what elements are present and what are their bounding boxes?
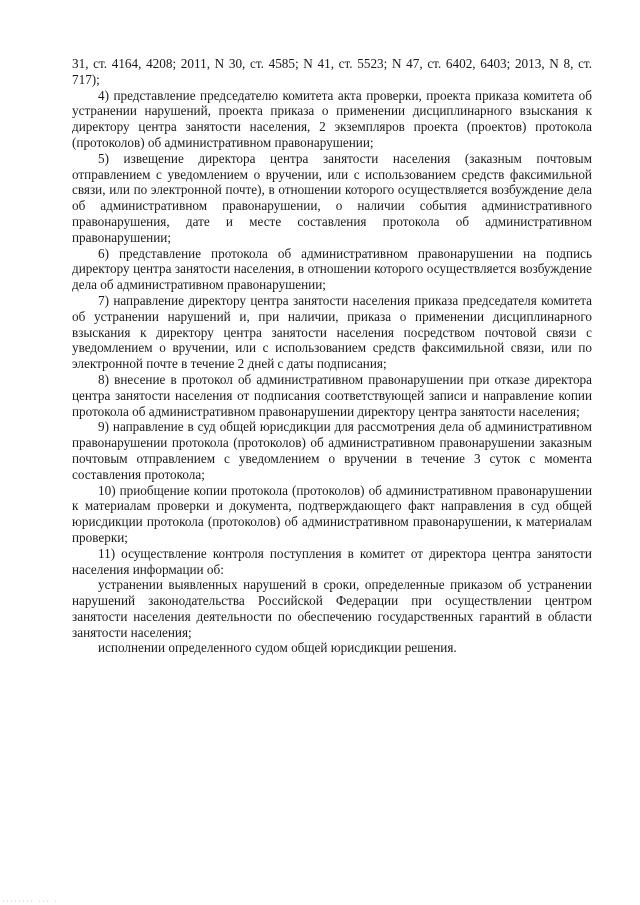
- paragraph-continuation: 31, ст. 4164, 4208; 2011, N 30, ст. 4585; N 41, ст. 5523; N 47, ст. 6402, 6403; 2013, N 8, ст. 717);: [72, 56, 592, 87]
- paragraph-item-6: 6) представление протокола об административном правонарушении на подпись директору центра занятости населения, в отношении которого осуществляется возбуждение дела об административном правонарушении;: [72, 245, 592, 293]
- paragraph-subitem-execution: исполнении определенного судом общей юрисдикции решения.: [98, 640, 457, 656]
- paragraph-item-11: 11) осуществление контроля поступления в комитет от директора центра занятости населения информации об:: [72, 545, 592, 577]
- paragraph-item-8: 8) внесение в протокол об административном правонарушении при отказе директора центра занятости населения от подписания соответствующей записи и направление копии протокола об административном правонарушении директору центра занятости населения;: [72, 371, 592, 419]
- paragraph-item-10: 10) приобщение копии протокола (протоколов) об административном правонарушении к материалам проверки и документа, подтверждающего факт направления в суд общей юрисдикции протокола (протоколов) об административном правонарушении, к материалам проверки;: [72, 482, 592, 545]
- paragraph-subitem-elimination: устранении выявленных нарушений в сроки, определенные приказом об устранении нарушений законодательства Российской Федерации при осуществлении центром занятости населения деятельности по обеспечению государственных гарантий в области занятости населения;: [72, 577, 592, 640]
- paragraph-item-4: 4) представление председателю комитета акта проверки, проекта приказа комитета об устранении нарушений, проекта приказа о применении дисциплинарного взыскания к директору центра занятости населения, 2 экземпляров проекта (проектов) протокола (протоколов) об административном правонарушении;: [72, 87, 592, 150]
- scan-artifact-mark: ········ ··· ·: [2, 899, 59, 905]
- paragraph-item-9: 9) направление в суд общей юрисдикции для рассмотрения дела об административном правонарушении протокола (протоколов) об административном правонарушении заказным почтовым отправлением с уведомлением о вручении в течение 3 суток с момента составления протокола;: [72, 419, 592, 482]
- paragraph-item-5: 5) извещение директора центра занятости населения (заказным почтовым отправлением с уведомлением о вручении, или с использованием средств факсимильной связи, или по электронной почте), в отношении которого осуществляется возбуждение дела об административном правонарушении, о наличии события административного правонарушения, дате и месте составления протокола об административном правонарушении;: [72, 150, 592, 245]
- document-body: [72, 56, 592, 656]
- paragraph-item-7: 7) направление директору центра занятости населения приказа председателя комитета об устранении нарушений и, при наличии, приказа о применении дисциплинарного взыскания к директору центра занятости населения посредством почтовой связи с уведомлением о вручении, или с использованием средств факсимильной связи, или по электронной почте в течение 2 дней с даты подписания;: [72, 292, 592, 372]
